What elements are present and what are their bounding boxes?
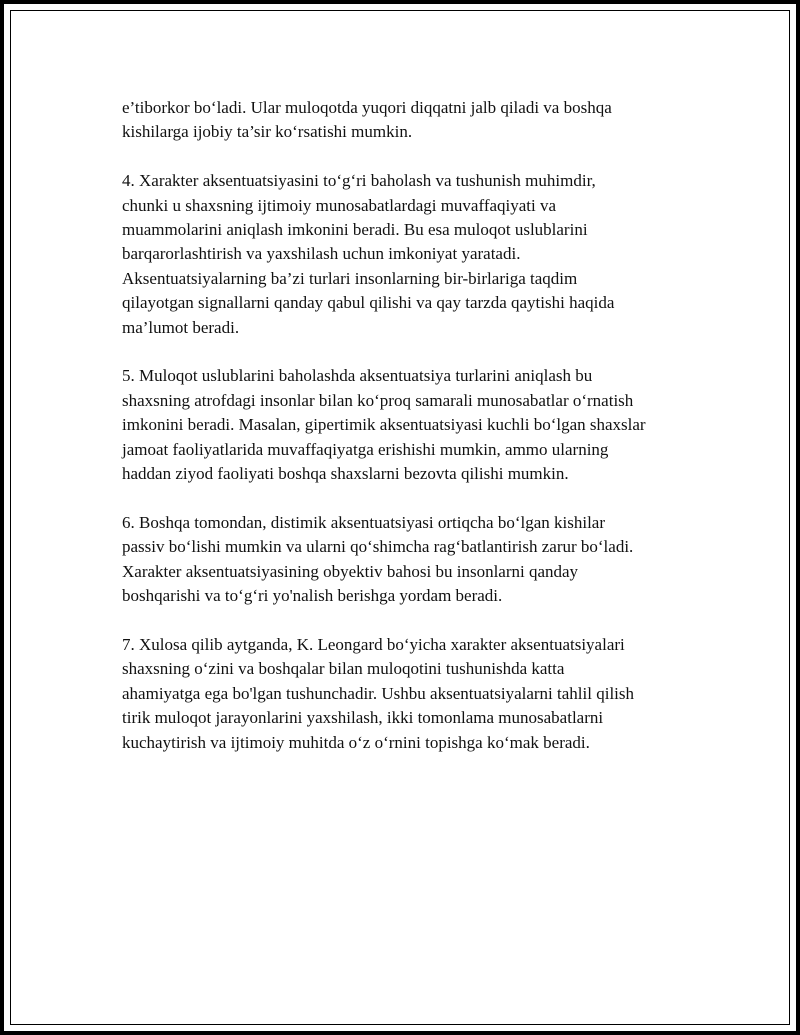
paragraph-6: 6. Boshqa tomondan, distimik aksentuatsiyasi ortiqcha bo‘lgan kishilar passiv bo‘lishi mumkin va ularni qo‘shimcha rag‘batlantirish zarur bo‘ladi. Xarakter aksentuatsiyasining obyektiv bahosi bu insonlarni qanday boshqarishi va to‘g‘ri yo'nalish berishga yordam beradi.: [122, 512, 634, 606]
paragraph-5: 5. Muloqot uslublarini baholashda aksentuatsiya turlarini aniqlash bu shaxsning atrofdagi insonlar bilan ko‘proq samarali munosabatlar o‘rnatish imkonini beradi. Masalan, gipertimik aksentuatsiyasi kuchli bo‘lgan shaxslar jamoat faoliyatlarida muvaffaqiyatga erishishi mumkin, ammo ularning haddan ziyod faoliyati boshqa shaxslarni bezovta qilishi mumkin.: [122, 366, 646, 484]
paragraph-7: 7. Xulosa qilib aytganda, K. Leongard bo‘yicha xarakter aksentuatsiyalari shaxsning o‘zini va boshqalar bilan muloqotini tushunishda katta ahamiyatga ega bo'lgan tushunchadir. Ushbu aksentuatsiyalarni tahlil qilish tirik muloqot jarayonlarini yaxshilash, ikki tomonlama munosabatlarni kuchaytirish va ijtimoiy muhitda o‘z o‘rnini topishga ko‘mak beradi.: [122, 634, 635, 752]
document-body: [122, 96, 702, 779]
paragraph-4: 4. Xarakter aksentuatsiyasini to‘g‘ri baholash va tushunish muhimdir, chunki u shaxsning ijtimoiy munosabatlardagi muvaffaqiyati va muammolarini aniqlash imkonini beradi. Bu esa muloqot uslublarini barqarorlashtirish va yaxshilash uchun imkoniyat yaratadi. Aksentuatsiyalarning ba’zi turlari insonlarning bir-birlariga taqdim qilayotgan signallarni qanday qabul qilishi va qay tarzda qaytishi haqida ma’lumot beradi.: [122, 171, 615, 337]
paragraph-continuation: e’tiborkor bo‘ladi. Ular muloqotda yuqori diqqatni jalb qiladi va boshqa kishilarga ijobiy ta’sir ko‘rsatishi mumkin.: [122, 98, 612, 142]
